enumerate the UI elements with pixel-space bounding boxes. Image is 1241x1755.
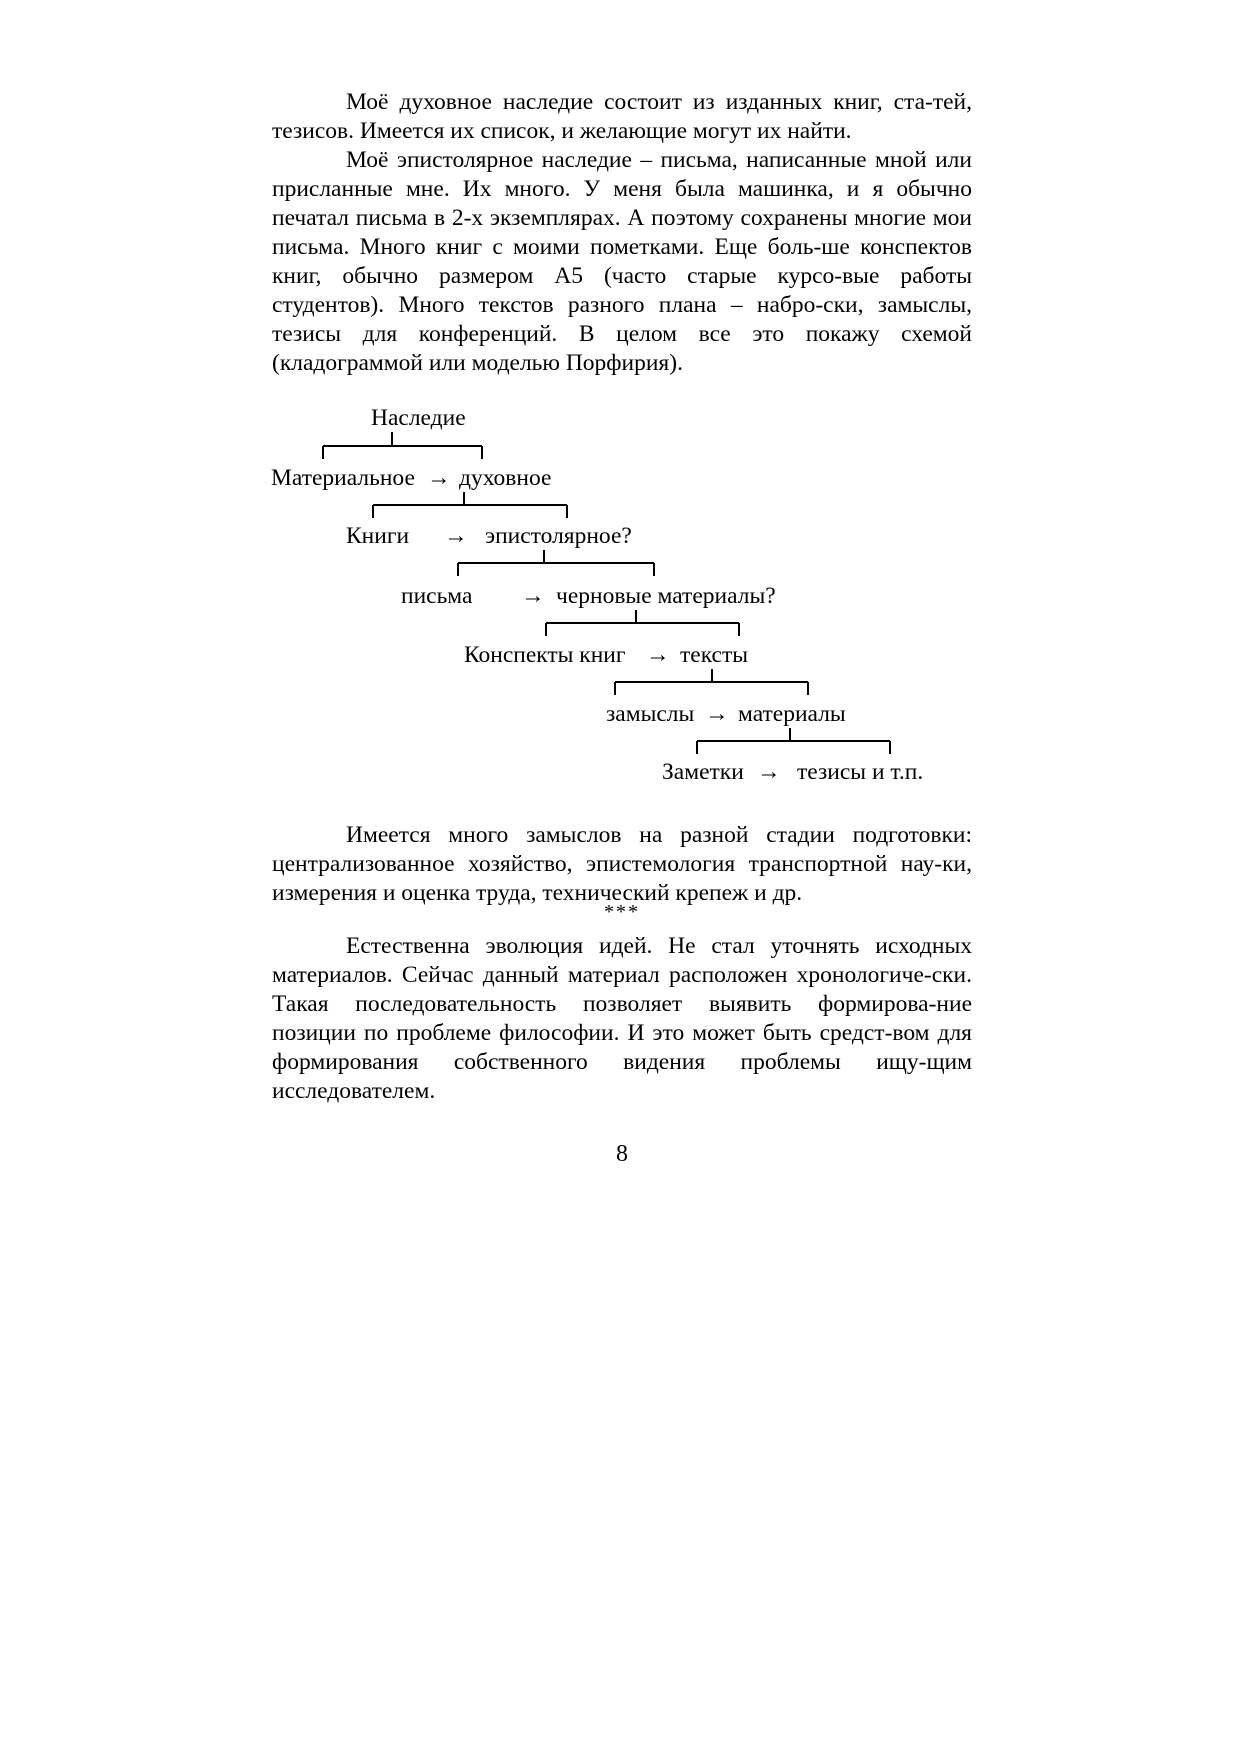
paragraph-text: Моё эпистолярное наследие – письма, написанные мной или присланные мне. Их много. У меня была машинка, и я обычно печатал письма в 2-х экземплярах. А поэтому сохранены многие мои письма. Много книг с моими пометками. Еще боль-ше конспектов книг, обычно размером А5 (часто старые курсо-вые работы студентов). Много текстов разного плана – набро-ски, замыслы, тезисы для конференций. В целом все это покажу схемой (кладограммой или моделью Порфирия).	[272, 147, 972, 376]
diagram-node-drafts: черновые материалы?	[556, 583, 776, 609]
diagram-arrow: →	[521, 583, 545, 609]
diagram-node-texts: тексты	[680, 642, 749, 668]
diagram-node-theses: тезисы и т.п.	[797, 759, 924, 785]
diagram-arrow: →	[646, 642, 670, 668]
diagram-node-books: Книги	[346, 523, 410, 549]
diagram-arrow: →	[705, 701, 729, 727]
diagram-root: Наследие	[371, 405, 466, 431]
diagram-node-notes: Заметки	[662, 759, 744, 785]
diagram-arrow: →	[444, 523, 468, 549]
paragraph-plans	[272, 821, 972, 908]
paragraph-epistolary-heritage	[272, 146, 972, 378]
diagram-node-letters: письма	[401, 583, 473, 609]
paragraph-text: Естественна эволюция идей. Не стал уточнять исходных материалов. Сейчас данный материал расположен хронологиче-ски. Такая последовательность позволяет выявить формирова-ние позиции по проблеме философии. И это может быть средст-вом для формирования собственного видения проблемы ищу-щим исследователем.	[272, 933, 972, 1104]
section-separator: ***	[604, 901, 640, 923]
diagram-arrow: →	[757, 759, 781, 785]
paragraph-text: Имеется много замыслов на разной стадии подготовки: централизованное хозяйство, эпистемология транспортной нау-ки, измерения и оценка труда, технический крепеж и др.	[272, 822, 972, 906]
paragraph-spiritual-heritage	[272, 88, 972, 146]
diagram-node-material: Материальное	[271, 465, 415, 491]
diagram-node-epistolary: эпистолярное?	[485, 523, 632, 549]
diagram-node-ideas: замыслы	[606, 701, 695, 727]
diagram-node-spiritual: духовное	[459, 465, 552, 491]
diagram-node-book-summaries: Конспекты книг	[464, 642, 626, 668]
diagram-node-materials: материалы	[738, 701, 846, 727]
paragraph-text: Моё духовное наследие состоит из изданных книг, ста-тей, тезисов. Имеется их список, и желающие могут их найти.	[272, 89, 972, 144]
paragraph-evolution	[272, 932, 972, 1106]
diagram-arrow: →	[427, 465, 451, 491]
page-number: 8	[616, 1141, 628, 1167]
